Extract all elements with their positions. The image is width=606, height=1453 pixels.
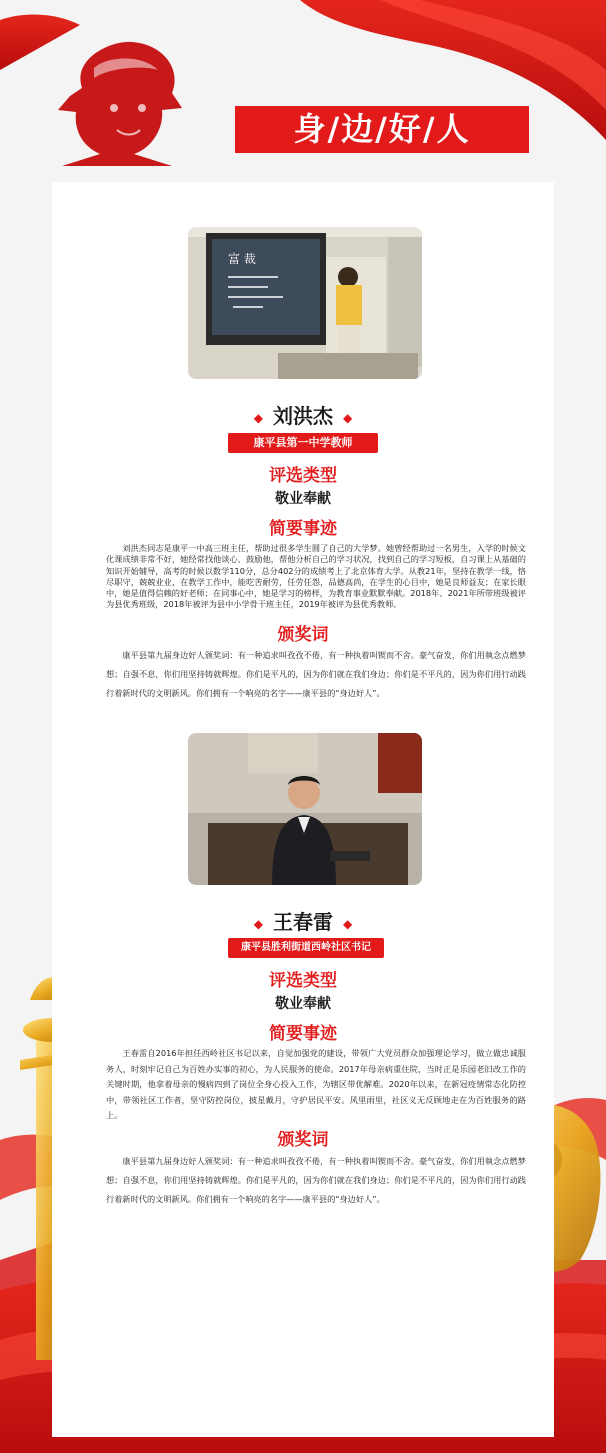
hero-portrait-icon: [52, 38, 192, 166]
svg-text:富 裁: 富 裁: [228, 252, 256, 266]
award-heading: 颁奖词: [277, 1130, 329, 1150]
award-text: 康平县第九届身边好人颁奖词：有一种追求叫孜孜不倦，有一种执着叫锲而不舍。豪气奋发，你们用執念点燃梦想；自强不息，你们用坚持铸就辉煌。你们是平凡的，因为你们就在我们身边；你们是不平凡的，因为你们用行动践行着新时代的文明新风。你们拥有一个响亮的名字——康平县的“身边好人”。: [106, 1156, 526, 1204]
person-photo: [188, 227, 422, 379]
person-name: ◆ 王春雷 ◆: [253, 910, 353, 934]
deeds-text: 王春雷自2016年担任西岭社区书记以来，自觉加强党的建设，带领广大党员群众加强理论学习，做立做忠诚服务人，时刻牢记自己为百姓办实事的初心，为人民服务的使命。2017年母亲病重住院，当时正是乐园老旧改工作的关键时期，他拿着母亲的慢病四到了岗位全身心投入工作，为辖区带优解难。2020年以来，在新冠疫情常态化防控中，带领社区工作者，坚守防控岗位，披星戴月，守护居民平安。风里雨里，社区义无反顾地走在为百姓服务的路上。: [106, 1048, 526, 1120]
award-heading: 颁奖词: [277, 625, 329, 645]
person-role-badge: 康平县胜利街道西岭社区书记: [228, 938, 384, 958]
deeds-heading: 简要事迹: [269, 519, 337, 539]
person-name: ◆ 刘洪杰 ◆: [253, 404, 353, 428]
category-value: 敬业奉献: [275, 491, 331, 507]
award-text: 康平县第九届身边好人颁奖词：有一种追求叫孜孜不倦，有一种执着叫锲而不舍。豪气奋发，你们用執念点燃梦想；自强不息，你们用坚持铸就辉煌。你们是平凡的，因为你们就在我们身边；你们是不平凡的，因为你们用行动践行着新时代的文明新风。你们拥有一个响亮的名字——康平县的“身边好人”。: [106, 650, 526, 698]
deeds-text: 刘洪杰同志是康平一中高三班主任，帮助过很多学生圆了自己的大学梦。她曾经帮助过一名男生，入学的时候文化课成绩非常不好，她经常找他谈心、鼓励他，帮他分析自己的学习状况，找到自己的学习短板，自习课上从基础的知识开始辅导，高考的时候以数学110分，总分402分的成绩考上了北京体育大学。从教21年，坚持在教学一线，恪尽职守，兢兢业业，在教学工作中，能吃苦耐劳，任劳任怨，品德高尚，在学生的心目中，她是良师益友；在家长眼中，她是值得信赖的好老师；在同事心中，她是学习的榜样，为教育事业默默奉献。2018年、2021年所带班级被评为县优秀班级，2018年被评为县中小学骨干班主任，2019年被评为县优秀教师。: [106, 543, 526, 610]
category-value: 敬业奉献: [275, 996, 331, 1012]
deeds-heading: 简要事迹: [269, 1024, 337, 1044]
page-title: 身/边/好/人: [235, 106, 529, 153]
category-heading: 评选类型: [269, 971, 337, 991]
category-heading: 评选类型: [269, 466, 337, 486]
person-role-badge: 康平县第一中学教师: [228, 433, 378, 453]
person-photo: [188, 733, 422, 885]
